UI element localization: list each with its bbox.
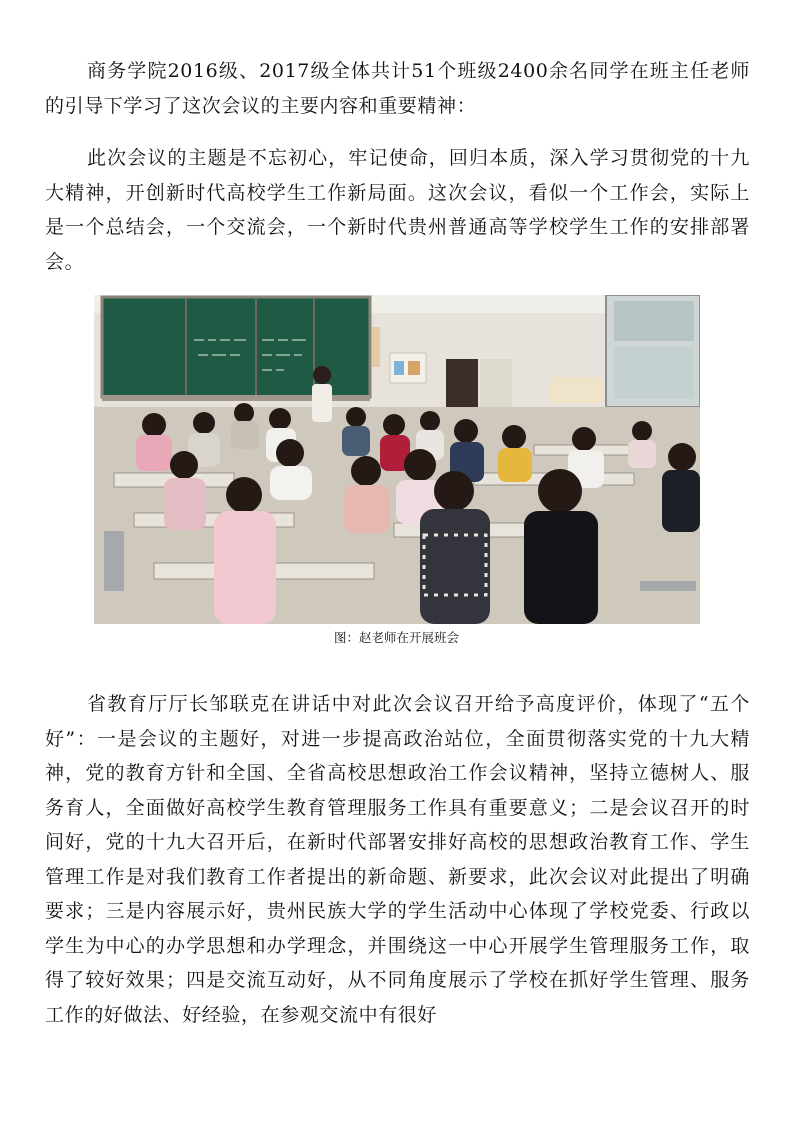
blackboard xyxy=(102,297,370,397)
photo-caption: 图：赵老师在开展班会 xyxy=(333,630,459,645)
paragraph-intro: 商务学院2016级、2017级全体共计51个班级2400余名同学在班主任老师的引导下学习了这次会议的主要内容和重要精神： xyxy=(45,60,750,117)
paragraph-minister-remarks: 省教育厅厅长邹联克在讲话中对此次会议召开给予高度评价，体现了“五个好”：一是会议的主题好，对进一步提高政治站位，全面贯彻落实党的十九大精神，党的教育方针和全国、全省高校思想政治工作会议精神，坚持立德树人、服务育人，全面做好高校学生教育管理服务工作具有重要意义；二是会议召开的时间好，党的十九大召开后，在新时代部署安排好高校的思想政治教育工作、学生管理工作是对我们教育工作者提出的新命题、新要求，此次会议对此提出了明确要求；三是内容展示好，贵州民族大学的学生活动中心体现了学校党委、行政以学生为中心的办学思想和办学理念，并围绕这一中心开展学生管理服务工作，取得了较好效果；四是交流互动好，从不同角度展示了学校在抓好学生管理、服务工作的好做法、好经验，在参观交流中有很好 xyxy=(45,693,750,1026)
class-meeting-photo xyxy=(94,295,700,624)
paragraph-meeting-theme: 此次会议的主题是不忘初心，牢记使命，回归本质，深入学习贯彻党的十九大精神，开创新时代高校学生工作新局面。这次会议，看似一个工作会，实际上是一个总结会，一个交流会，一个新时代贵州普通高等学校学生工作的安排部署会。 xyxy=(45,147,750,273)
